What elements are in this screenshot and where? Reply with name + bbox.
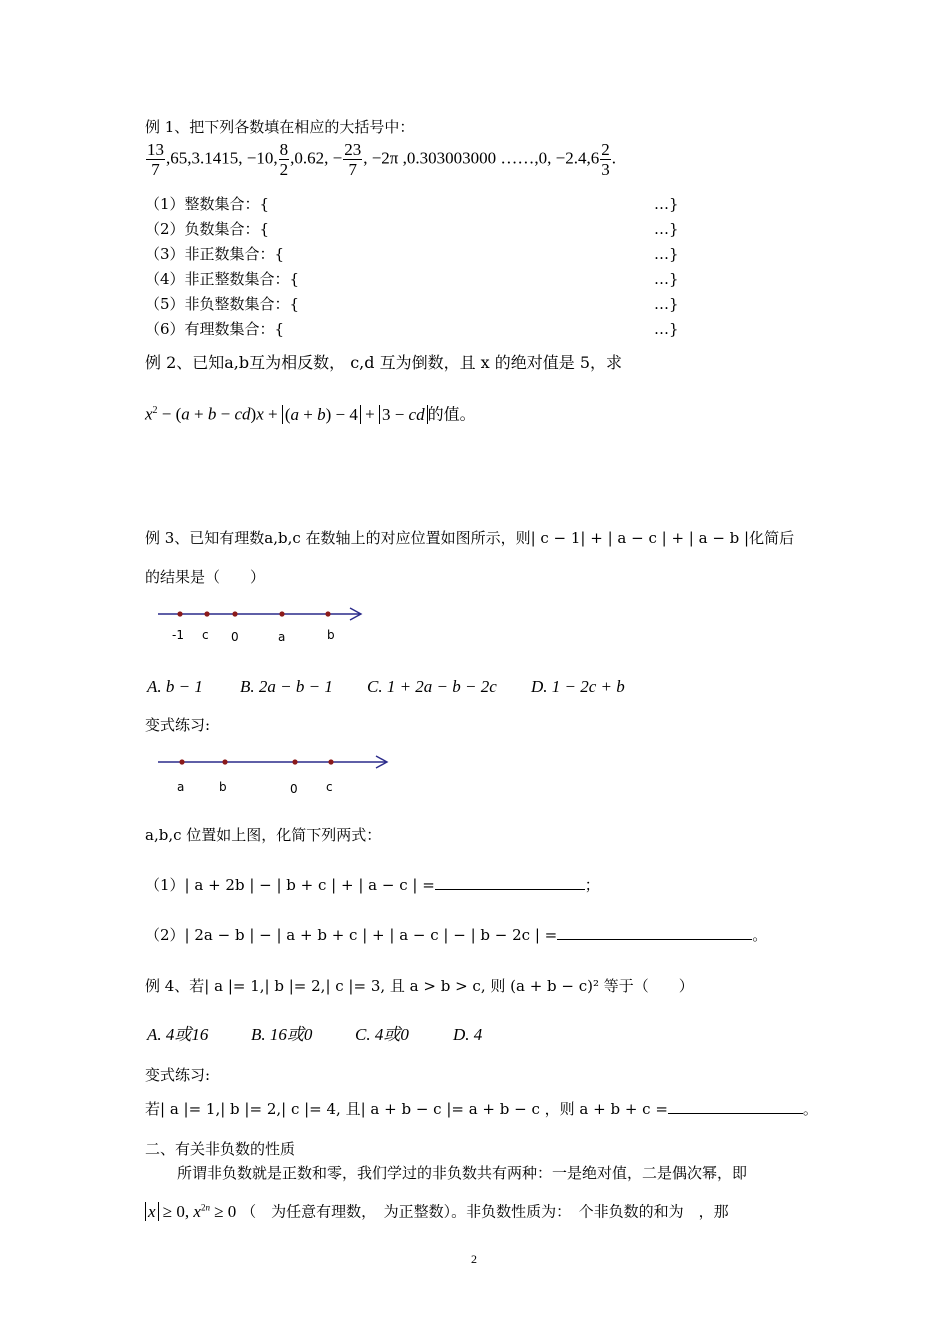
fraction-13-7: $\frac{13}{7}$ [147,140,164,179]
section2-para-line2-text: （ 为任意有理数， 为正整数）。非负数性质为： 个非负数的和为 ，那 [241,1202,729,1221]
set-rational-label: （6）有理数集合：{ [145,320,285,338]
q2-answer-blank[interactable] [557,927,752,940]
fraction-23-7: $\frac{23}{7}$ [344,140,362,179]
q1-text: （1）| a + 2b | − | b + c | + | a − c | = [145,876,435,894]
page-number: 2 [471,1252,477,1266]
ex4-answer-blank[interactable] [668,1101,803,1114]
ex4-line1: 例 4、若| a |= 1,| b |= 2,| c |= 3, 且 a > b > c, 则 (a + b − c)² 等于（ ） [145,977,694,995]
section2-para-line1: 所谓非负数就是正数和零，我们学过的非负数共有两种：一是绝对值，二是偶次幂，即 [177,1164,748,1182]
set-negative-label: （2）负数集合：{ [145,220,270,238]
set-rational-end: …} [654,320,679,338]
ex4-variant-title: 变式练习: [145,1066,211,1084]
axis2-label-b: b [219,780,227,794]
set-nonnegative-integer-end: …} [654,295,679,313]
ex4-variant-end: 。 [802,1100,818,1118]
fraction-2-3: $\frac{2}{3}$ [601,140,610,179]
set-nonpositive-label: （3）非正数集合：{ [145,245,285,263]
number-line-2 [150,750,395,772]
point-minus1 [177,611,182,616]
set-negative-end: …} [654,220,679,238]
point-c [204,611,209,616]
ex2-tail: 的值。 [427,404,476,424]
ex1-title: 例 1、把下列各数填在相应的大括号中： [145,118,415,136]
ex2-line1: 例 2、已知a,b互为相反数， c,d 互为倒数，且 x 的绝对值是 5，求 [145,353,623,372]
section2-heading: 二、有关非负数的性质 [145,1140,296,1158]
axis1-label-0: 0 [231,630,239,644]
section2-para-line2: x ≥ 0, $x^{2n} \ge 0$ （ 为任意有理数， 为正整数）。非负数性质为： 个非负数的和为 ，那 [145,1198,729,1221]
ex3-variant-title: 变式练习: [145,716,211,734]
set-nonpositive-integer-end: …} [654,270,679,288]
set-nonpositive-integer-label: （4）非正整数集合：{ [145,270,300,288]
ex3-variant-intro: a,b,c 位置如上图，化简下列两式： [145,826,382,844]
q1-end: ； [584,876,600,894]
axis1-label-c: c [202,628,209,642]
axis1-label-b: b [327,628,335,642]
ex3-option-b: B. 2a − b − 1 [240,677,333,696]
ex2-expression: $x^2 - (a + b - cd)x + (a + b) - 4 + 3$ − cd 的值。 [145,404,476,424]
point-a [279,611,284,616]
ex3-line2: 的结果是（ ） [145,568,266,586]
point-c [328,759,333,764]
ex4-variant-line [145,1100,818,1118]
axis1-label-a: a [278,630,286,644]
ex4-variant-text: 若| a |= 1,| b |= 2,| c |= 4, 且| a + b − c |= a + b − c ，则 a + b + c = [145,1100,668,1118]
q1-answer-blank[interactable] [435,877,585,890]
number-line-1 [150,602,370,624]
q2-end: 。 [752,926,768,944]
point-b [325,611,330,616]
ex3-option-d: D. 1 − 2c + b [531,677,625,696]
point-0 [232,611,237,616]
point-b [222,759,227,764]
set-nonnegative-integer-label: （5）非负整数集合：{ [145,295,300,313]
ex3-variant-q2 [145,926,767,944]
point-a [179,759,184,764]
ex4-option-b: B. 16或0 [251,1025,313,1044]
axis2-label-c: c [326,780,333,794]
ex3-variant-q1 [145,876,600,894]
axis2-label-0: 0 [290,782,298,796]
q2-text: （2）| 2a − b | − | a + b + c | + | a − c | − | b − 2c | = [145,926,558,944]
ex3-option-a: A. b − 1 [147,677,203,696]
ex3-option-c: C. 1 + 2a − b − 2c [367,677,497,696]
point-0 [292,759,297,764]
ex4-option-d: D. 4 [453,1025,483,1044]
ex4-option-a: A. 4或16 [147,1025,209,1044]
axis2-label-a: a [177,780,185,794]
ex4-option-c: C. 4或0 [355,1025,409,1044]
ex1-number-list: $\frac{13}{7}$ ,65,3.1415, −10, $\frac{8}{2}$ ,0.62, − $\frac{23}{7}$ , −2π ,0.303003000 ……,0, −2.4,6 $\frac{2}{3}$ . [147,140,616,179]
set-nonpositive-end: …} [654,245,679,263]
fraction-8-2: $\frac{8}{2}$ [279,140,289,179]
set-integer-label: （1）整数集合：{ [145,195,270,213]
axis1-label-minus1: -1 [172,628,184,642]
ex3-line1: 例 3、已知有理数a,b,c 在数轴上的对应位置如图所示，则| c − 1| + | a − c | + | a − b |化简后 [145,529,795,547]
set-integer-end: …} [654,195,679,213]
